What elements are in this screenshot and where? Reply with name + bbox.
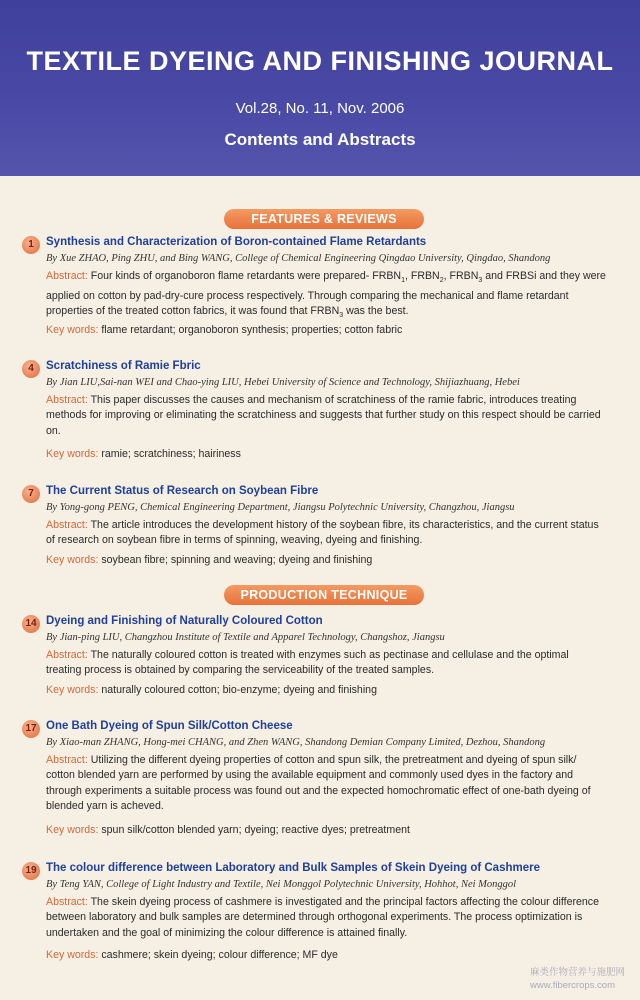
page-number-badge: 19 [22,862,40,880]
abstract-label: Abstract: [46,896,88,908]
page-number-badge: 17 [22,720,40,738]
abstract-label: Abstract: [46,649,88,661]
article-entry [22,720,612,845]
article-keywords: Key words: flame retardant; organoboron synthesis; properties; cotton fabric [46,324,403,336]
article-entry [22,615,612,705]
keywords-label: Key words: [46,448,99,460]
article-abstract: Abstract: Utilizing the different dyeing properties of cotton and spun silk, the pretreatment and dyeing of spun silk/ cotton blended yarn are performed by using the available equipment and commonly used dyes in the factory and through experiments a suitable process was found out and the expected homochromatic effect of one-bath dyeing of blended yarn is acheved. [46,754,591,813]
article-keywords: Key words: ramie; scratchiness; hairiness [46,448,241,460]
article-abstract: Abstract: The article introduces the development history of the soybean fibre, its characteristics, and the current status of research on soybean fibre in terms of spinning, weaving, dyeing and finishing. [46,519,599,547]
page-number-badge: 7 [22,485,40,503]
article-keywords: Key words: cashmere; skein dyeing; colour difference; MF dye [46,949,338,961]
article-abstract: Abstract: Four kinds of organoboron flame retardants were prepared- $FRBN_1$, $FRBN_2$, $FRBN_3$ and FRBSi and they were applied on cotton by pad-dry-cure process respectively. Through comparing the mechanical and flame retardant properties of the treated cotton fabrics, it was found that $FRBN_3$ was the best. [46,270,606,320]
page-number-badge: 14 [22,615,40,633]
section-production-technique: PRODUCTION TECHNIQUE [224,585,424,605]
abstract-label: Abstract: [46,519,88,531]
contents-heading: Contents and Abstracts [224,130,416,149]
keywords-label: Key words: [46,324,99,336]
watermark [530,966,625,992]
page-number-badge: 1 [22,236,40,254]
article-abstract: Abstract: The skein dyeing process of cashmere is investigated and the principal factors affecting the colour difference between laboratory and bulk samples are determined through orthogonal experiments. The process optimization is undertaken and the goal of minimizing the colour difference is attained finally. [46,896,599,939]
keywords-label: Key words: [46,824,99,836]
keywords-label: Key words: [46,554,99,566]
abstract-label: Abstract: [46,394,88,406]
article-authors: By Yong-gong PENG, Chemical Engineering Department, Jiangsu Polytechnic University, Changzhou, Jiangsu [46,502,515,513]
keywords-label: Key words: [46,949,99,961]
article-title[interactable]: The Current Status of Research on Soybean Fibre [46,485,319,497]
article-abstract: Abstract: This paper discusses the causes and mechanism of scratchiness of the ramie fabric, introduces treating methods for improving or eliminating the scratchiness and suggests that further study on this respect should be carried on. [46,394,601,437]
issue-info: Vol.28, No. 11, Nov. 2006 [235,100,405,117]
article-entry [22,360,612,470]
article-entry [22,862,612,972]
article-authors: By Jian LIU,Sai-nan WEI and Chao-ying LIU, Hebei University of Science and Technology, Shijiazhuang, Hebei [46,377,520,388]
article-authors: By Xue ZHAO, Ping ZHU, and Bing WANG, College of Chemical Engineering Qingdao University, Qingdao, Shandong [46,253,551,264]
article-abstract: Abstract: The naturally coloured cotton is treated with enzymes such as pectinase and cellulase and the optimal treating process is obtained by comparing the serviceability of the treated samples. [46,649,569,677]
article-title[interactable]: Dyeing and Finishing of Naturally Coloured Cotton [46,615,323,627]
article-authors: By Jian-ping LIU, Changzhou Institute of Textile and Apparel Technology, Changshoz, Jiangsu [46,632,445,643]
watermark-line2: www.fibercrops.com [530,980,615,991]
article-title[interactable]: One Bath Dyeing of Spun Silk/Cotton Cheese [46,720,293,732]
journal-title: TEXTILE DYEING AND FINISHING JOURNAL [26,46,614,76]
article-keywords: Key words: spun silk/cotton blended yarn; dyeing; reactive dyes; pretreatment [46,824,410,836]
journal-header [0,0,640,176]
article-keywords: Key words: soybean fibre; spinning and weaving; dyeing and finishing [46,554,373,566]
article-authors: By Teng YAN, College of Light Industry and Textile, Nei Monggol Polytechnic University, Hohhot, Nei Monggol [46,879,517,890]
article-title[interactable]: Scratchiness of Ramie Fbric [46,360,201,372]
article-title[interactable]: The colour difference between Laboratory and Bulk Samples of Skein Dyeing of Cashmere [46,862,540,874]
article-authors: By Xiao-man ZHANG, Hong-mei CHANG, and Zhen WANG, Shandong Demian Company Limited, Dezhou, Shandong [46,737,546,748]
abstract-label: Abstract: [46,754,88,766]
article-entry [22,236,612,346]
abstract-label: Abstract: [46,270,88,282]
page-number-badge: 4 [22,360,40,378]
article-title[interactable]: Synthesis and Characterization of Boron-contained Flame Retardants [46,236,427,248]
keywords-label: Key words: [46,684,99,696]
article-entry [22,485,612,575]
section-features-reviews: FEATURES & REVIEWS [224,209,424,229]
watermark-line1: 麻类作物营养与施肥网 [530,967,626,978]
article-keywords: Key words: naturally coloured cotton; bio-enzyme; dyeing and finishing [46,684,377,696]
